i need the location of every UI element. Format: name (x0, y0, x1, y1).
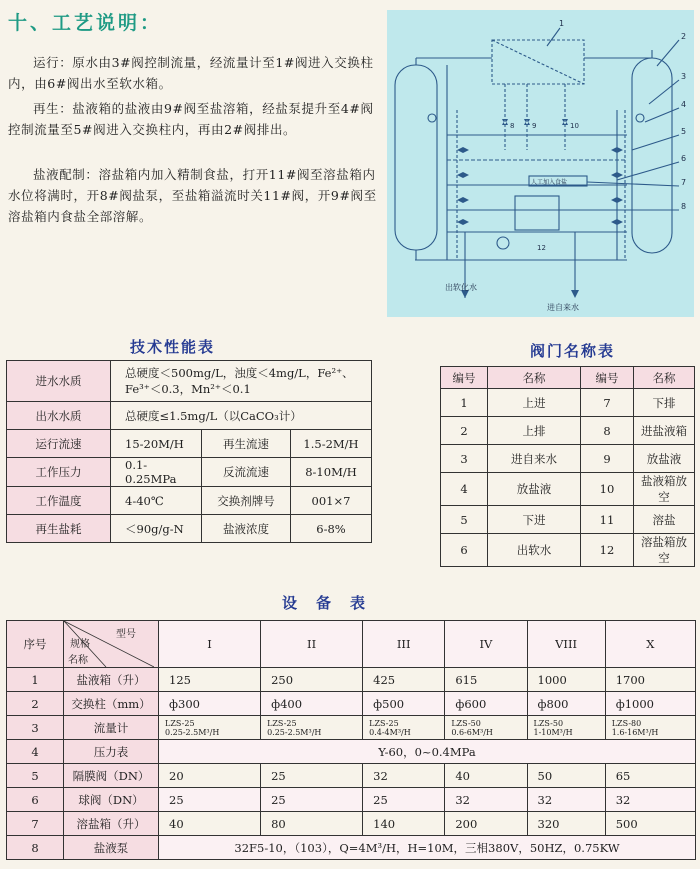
flowmeter-cell (363, 716, 445, 740)
row-label: 再生盐耗 (7, 515, 111, 543)
row-value: 15-20M/H (111, 430, 202, 458)
cell: 上排 (488, 417, 581, 445)
model-header: IV (445, 621, 527, 668)
table-header-row (441, 367, 695, 389)
flowmeter-line: 1.6-16M³/H (611, 727, 659, 737)
callout-6: 6 (681, 154, 687, 163)
callout-5: 5 (681, 127, 687, 136)
valve-label-9: 9 (532, 122, 537, 130)
cell: 1000 (527, 668, 605, 692)
table-row (7, 361, 372, 402)
model-header: X (605, 621, 695, 668)
row-value: 总硬度≤1.5mg/L（以CaCO₃计） (111, 402, 372, 430)
cell: ф500 (363, 692, 445, 716)
row-number: 7 (7, 812, 64, 836)
row-label: 反流流速 (202, 458, 291, 487)
box-label: 人工加入食盐 (531, 179, 568, 186)
row-number: 1 (7, 668, 64, 692)
flowmeter-cell (527, 716, 605, 740)
cell: 盐液箱放空 (634, 473, 695, 506)
cell: 80 (261, 812, 363, 836)
cell: 下进 (488, 506, 581, 534)
cell: 615 (445, 668, 527, 692)
row-number: 4 (7, 740, 64, 764)
row-value: 001×7 (291, 487, 372, 515)
flowmeter-cell (159, 716, 261, 740)
callout-8: 8 (681, 202, 687, 211)
cell: 进盐液箱 (634, 417, 695, 445)
flowmeter-line: LZS-25 (369, 718, 399, 728)
flowmeter-line: LZS-25 (267, 718, 297, 728)
valve-label-10: 10 (570, 122, 579, 130)
cell: 425 (363, 668, 445, 692)
row-number: 5 (7, 764, 64, 788)
cell: 10 (581, 473, 634, 506)
table-row (7, 740, 696, 764)
cell: 溶盐 (634, 506, 695, 534)
cell: 9 (581, 445, 634, 473)
cell: 上进 (488, 389, 581, 417)
valve-name-table (440, 366, 695, 567)
row-value: 1.5-2M/H (291, 430, 372, 458)
callout-2: 2 (681, 32, 687, 41)
cell: 放盐液 (488, 473, 581, 506)
inlet-raw-label: 进自来水 (547, 303, 579, 312)
paragraph-run: 运行：原水由3#阀控制流量，经流量计至1#阀进入交换柱内，由6#阀出水至软水箱。 (8, 55, 374, 91)
row-name: 隔膜阀（DN） (64, 764, 159, 788)
cell: 25 (363, 788, 445, 812)
tech-table-title: 技术性能表 (130, 338, 216, 356)
flowmeter-cell (445, 716, 527, 740)
row-span-value: 32F5-10，（103），Q=4M³/H，H=10M，三相380V，50HZ，0.75KW (159, 836, 696, 860)
flowmeter-line: 0.6-6M³/H (451, 727, 493, 737)
cell: 40 (159, 812, 261, 836)
cell: 3 (441, 445, 488, 473)
row-number: 6 (7, 788, 64, 812)
cell: 25 (261, 788, 363, 812)
cell: 32 (527, 788, 605, 812)
row-name: 溶盐箱（升） (64, 812, 159, 836)
valve-label-12: 12 (537, 244, 546, 252)
row-name: 交换柱（mm） (64, 692, 159, 716)
table-row (7, 692, 696, 716)
row-number: 2 (7, 692, 64, 716)
cell: 6 (441, 534, 488, 567)
row-label: 运行流速 (7, 430, 111, 458)
cell: 11 (581, 506, 634, 534)
cell: ф1000 (605, 692, 695, 716)
row-value: 4-40℃ (111, 487, 202, 515)
table-row (7, 836, 696, 860)
cell: 7 (581, 389, 634, 417)
cell: 5 (441, 506, 488, 534)
col-header-name: 名称 (68, 655, 88, 666)
section-title: 十、工艺说明： (8, 12, 163, 34)
equipment-table (6, 620, 696, 860)
table-row (7, 764, 696, 788)
cell: 溶盐箱放空 (634, 534, 695, 567)
row-label: 再生流速 (202, 430, 291, 458)
col-header-spec: 规格 (70, 639, 90, 650)
row-name: 球阀（DN） (64, 788, 159, 812)
cell: ф300 (159, 692, 261, 716)
table-row (7, 716, 696, 740)
cell: 50 (527, 764, 605, 788)
tech-performance-table (6, 360, 372, 543)
col-header: 编号 (441, 367, 488, 389)
table-row (441, 534, 695, 567)
valve-label-8: 8 (510, 122, 515, 130)
row-value: 6-8% (291, 515, 372, 543)
row-name: 盐液箱（升） (64, 668, 159, 692)
row-name: 压力表 (64, 740, 159, 764)
table-row (441, 389, 695, 417)
table-row (7, 515, 372, 543)
model-header: VIII (527, 621, 605, 668)
flowmeter-line: 1-10M³/H (533, 727, 573, 737)
cell: 500 (605, 812, 695, 836)
outlet-soft-label: 出软化水 (445, 283, 477, 292)
equip-table-title: 设 备 表 (282, 594, 368, 612)
table-row (7, 458, 372, 487)
cell: 下排 (634, 389, 695, 417)
right-exchange-column (632, 58, 672, 253)
cell: 放盐液 (634, 445, 695, 473)
callout-1: 1 (559, 19, 565, 28)
process-diagram-svg (387, 10, 694, 317)
table-row (7, 668, 696, 692)
row-label: 盐液浓度 (202, 515, 291, 543)
cell: 125 (159, 668, 261, 692)
flowmeter-cell (605, 716, 695, 740)
paragraph-regen: 再生：盐液箱的盐液由9#阀至盐溶箱，经盐泵提升至4#阀控制流量至5#阀进入交换柱内，再由2#阀排出。 (8, 101, 374, 137)
row-value: 总硬度＜500mg/L，浊度＜4mg/L，Fe²⁺、Fe³⁺＜0.3，Mn²⁺＜0.1 (111, 361, 372, 402)
row-number: 3 (7, 716, 64, 740)
valve-table-title: 阀门名称表 (530, 342, 616, 360)
table-row (441, 445, 695, 473)
table-row (441, 506, 695, 534)
row-value: ＜90g/g-N (111, 515, 202, 543)
col-header: 名称 (634, 367, 695, 389)
cell: 32 (605, 788, 695, 812)
flowmeter-line: LZS-25 (165, 718, 195, 728)
brine-pump (497, 237, 509, 249)
flowmeter-cell (261, 716, 363, 740)
cell: 200 (445, 812, 527, 836)
row-label: 工作温度 (7, 487, 111, 515)
cell: 25 (159, 788, 261, 812)
row-label: 交换剂牌号 (202, 487, 291, 515)
callout-7: 7 (681, 178, 687, 187)
table-header-row (7, 621, 696, 668)
table-row (7, 487, 372, 515)
row-label: 进水水质 (7, 361, 111, 402)
flowmeter-line: 0.25-2.5M³/H (267, 727, 322, 737)
col-header: 名称 (488, 367, 581, 389)
flowmeter-line: LZS-50 (451, 718, 481, 728)
cell: 进自来水 (488, 445, 581, 473)
row-span-value: Y-60，0~0.4MPa (159, 740, 696, 764)
table-row (441, 417, 695, 445)
col-header-model: 型号 (116, 629, 136, 640)
cell: 32 (363, 764, 445, 788)
cell: 250 (261, 668, 363, 692)
row-value: 0.1-0.25MPa (111, 458, 202, 487)
col-header: 编号 (581, 367, 634, 389)
cell: 1 (441, 389, 488, 417)
row-value: 8-10M/H (291, 458, 372, 487)
model-header: I (159, 621, 261, 668)
col-header-seq: 序号 (7, 621, 64, 668)
flowmeter-line: LZS-80 (611, 718, 642, 728)
cell: 65 (605, 764, 695, 788)
table-row (7, 430, 372, 458)
row-label: 出水水质 (7, 402, 111, 430)
cell: 1700 (605, 668, 695, 692)
salt-dissolving-box (515, 196, 559, 230)
diagonal-header-cell (64, 621, 159, 668)
table-row (7, 788, 696, 812)
flowmeter-line: 0.4-4M³/H (369, 727, 411, 737)
row-label: 工作压力 (7, 458, 111, 487)
cell: 32 (445, 788, 527, 812)
model-header: II (261, 621, 363, 668)
cell: ф400 (261, 692, 363, 716)
cell: ф600 (445, 692, 527, 716)
row-number: 8 (7, 836, 64, 860)
model-header: III (363, 621, 445, 668)
cell: 140 (363, 812, 445, 836)
flowmeter-line: LZS-50 (533, 718, 564, 728)
paragraph-brine: 盐液配制：溶盐箱内加入精制食盐，打开11#阀至溶盐箱内水位将满时，开8#阀盐泵，至盐箱溢流时关11#阀，开9#阀至溶盐箱内食盐全部溶解。 (8, 167, 377, 224)
table-row (7, 402, 372, 430)
cell: 2 (441, 417, 488, 445)
row-name: 盐液泵 (64, 836, 159, 860)
table-row (441, 473, 695, 506)
cell: 320 (527, 812, 605, 836)
callout-3: 3 (681, 72, 687, 81)
cell: 20 (159, 764, 261, 788)
cell: 8 (581, 417, 634, 445)
cell: 出软水 (488, 534, 581, 567)
cell: 12 (581, 534, 634, 567)
cell: 25 (261, 764, 363, 788)
cell: ф800 (527, 692, 605, 716)
row-name: 流量计 (64, 716, 159, 740)
cell: 4 (441, 473, 488, 506)
left-exchange-column (395, 65, 437, 250)
cell: 40 (445, 764, 527, 788)
flowmeter-line: 0.25-2.5M³/H (165, 727, 220, 737)
process-diagram (387, 10, 694, 317)
table-row (7, 812, 696, 836)
callout-4: 4 (681, 100, 687, 109)
